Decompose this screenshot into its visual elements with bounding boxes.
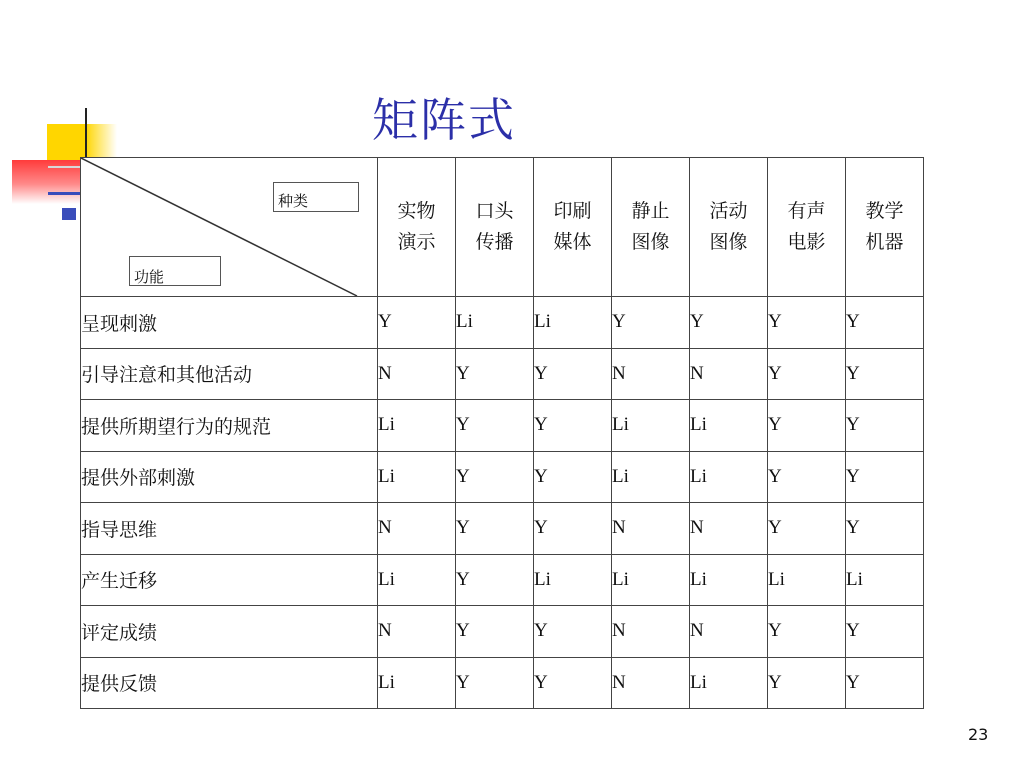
table-row (81, 400, 924, 452)
value-cell: Y (534, 451, 612, 503)
value-cell: Li (534, 297, 612, 349)
table-row (81, 451, 924, 503)
function-cell: 提供所期望行为的规范 (81, 400, 378, 452)
value-cell: Y (456, 657, 534, 709)
value-cell: Y (378, 297, 456, 349)
decorative-blue-square (62, 208, 76, 220)
value-cell: Y (768, 503, 846, 555)
value-cell: Y (534, 606, 612, 658)
column-header: 口头 传播 (456, 158, 534, 297)
function-cell: 产生迁移 (81, 554, 378, 606)
media-function-matrix (80, 157, 924, 709)
value-cell: N (612, 657, 690, 709)
function-cell: 提供外部刺激 (81, 451, 378, 503)
corner-type-label: 种类 (273, 182, 359, 212)
function-cell: 呈现刺激 (81, 297, 378, 349)
value-cell: Y (768, 657, 846, 709)
value-cell: Y (768, 297, 846, 349)
value-cell: Y (612, 297, 690, 349)
value-cell: Y (846, 606, 924, 658)
value-cell: Y (846, 451, 924, 503)
value-cell: Y (846, 348, 924, 400)
value-cell: Y (690, 297, 768, 349)
value-cell: N (690, 348, 768, 400)
diagonal-divider (81, 158, 377, 296)
value-cell: Li (378, 400, 456, 452)
slide-title: 矩阵式 (372, 93, 516, 147)
table-row (81, 348, 924, 400)
column-header: 实物 演示 (378, 158, 456, 297)
table-body (81, 297, 924, 709)
value-cell: Y (846, 503, 924, 555)
corner-function-label: 功能 (129, 256, 221, 286)
function-cell: 提供反馈 (81, 657, 378, 709)
value-cell: Li (612, 554, 690, 606)
value-cell: Li (612, 451, 690, 503)
value-cell: Li (378, 657, 456, 709)
function-cell: 引导注意和其他活动 (81, 348, 378, 400)
value-cell: Li (612, 400, 690, 452)
value-cell: Y (456, 554, 534, 606)
value-cell: Y (456, 400, 534, 452)
value-cell: Li (690, 554, 768, 606)
column-header: 教学 机器 (846, 158, 924, 297)
value-cell: Y (768, 400, 846, 452)
value-cell: Li (846, 554, 924, 606)
table-row (81, 297, 924, 349)
value-cell: Li (534, 554, 612, 606)
column-header: 有声 电影 (768, 158, 846, 297)
value-cell: Li (690, 400, 768, 452)
value-cell: Y (768, 451, 846, 503)
value-cell: Y (768, 348, 846, 400)
value-cell: Y (534, 400, 612, 452)
table-row (81, 503, 924, 555)
value-cell: N (690, 503, 768, 555)
value-cell: N (378, 606, 456, 658)
table-row (81, 657, 924, 709)
page-number: 23 (968, 725, 989, 744)
value-cell: N (612, 606, 690, 658)
value-cell: Y (846, 657, 924, 709)
function-cell: 评定成绩 (81, 606, 378, 658)
value-cell: Y (456, 348, 534, 400)
value-cell: Li (456, 297, 534, 349)
column-header: 静止 图像 (612, 158, 690, 297)
column-header: 活动 图像 (690, 158, 768, 297)
column-header: 印刷 媒体 (534, 158, 612, 297)
value-cell: Y (534, 348, 612, 400)
value-cell: Y (846, 297, 924, 349)
header-row (81, 158, 924, 297)
value-cell: Y (456, 451, 534, 503)
value-cell: Y (456, 606, 534, 658)
value-cell: Y (768, 606, 846, 658)
value-cell: N (612, 503, 690, 555)
value-cell: Li (690, 451, 768, 503)
value-cell: N (612, 348, 690, 400)
function-cell: 指导思维 (81, 503, 378, 555)
table-row (81, 606, 924, 658)
value-cell: Li (768, 554, 846, 606)
value-cell: N (378, 348, 456, 400)
value-cell: Y (846, 400, 924, 452)
value-cell: Y (534, 503, 612, 555)
value-cell: N (378, 503, 456, 555)
value-cell: Li (690, 657, 768, 709)
value-cell: Li (378, 554, 456, 606)
corner-header-cell (81, 158, 378, 297)
value-cell: Li (378, 451, 456, 503)
value-cell: N (690, 606, 768, 658)
value-cell: Y (456, 503, 534, 555)
table-row (81, 554, 924, 606)
value-cell: Y (534, 657, 612, 709)
